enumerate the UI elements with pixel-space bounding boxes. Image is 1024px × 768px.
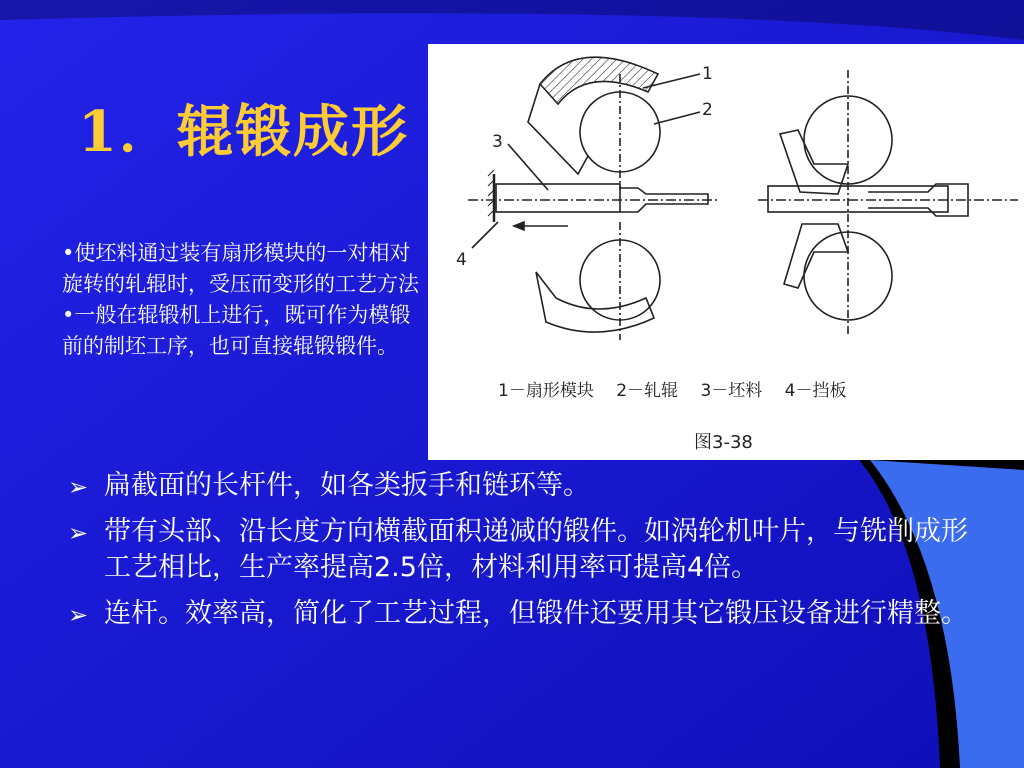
arrow-bullet-icon: ➢ [68,519,89,547]
bullet-item [62,468,982,504]
slide-title: 1．辊锻成形 [78,99,409,165]
roll-forging-figure [428,44,1024,460]
figure-caption: 图3-38 [694,432,753,453]
bullet-text-2: 带有头部、沿长度方向横截面积递减的锻件。如涡轮机叶片，与铣削成形工艺相比，生产率提高2.5倍，材料利用率可提高4倍。 [104,516,968,583]
bullet-item [62,514,982,586]
arrow-bullet-icon: ➢ [68,601,89,629]
figure-label-2: 2 [702,100,713,120]
bullet-text-1: 扁截面的长杆件，如各类扳手和链环等。 [104,470,590,501]
side-text-2: •一般在辊锻机上进行，既可作为模锻前的制坯工序，也可直接辊锻锻件。 [62,303,411,358]
arrow-bullet-icon: ➢ [68,473,89,501]
side-text-1: •使坯料通过装有扇形模块的一对相对旋转的轧辊时，受压而变形的工艺方法 [62,241,419,296]
bullet-text-3: 连杆。效率高，简化了工艺过程，但锻件还要用其它锻压设备进行精整。 [104,598,968,629]
side-description [62,238,422,362]
bullet-list [62,468,982,642]
bullet-item [62,596,982,632]
figure-label-1: 1 [702,64,713,84]
figure-legend: 1－扇形模块 2－轧辊 3－坯料 4－挡板 [498,381,847,401]
figure-label-4: 4 [456,250,467,270]
figure-label-3: 3 [492,132,503,152]
